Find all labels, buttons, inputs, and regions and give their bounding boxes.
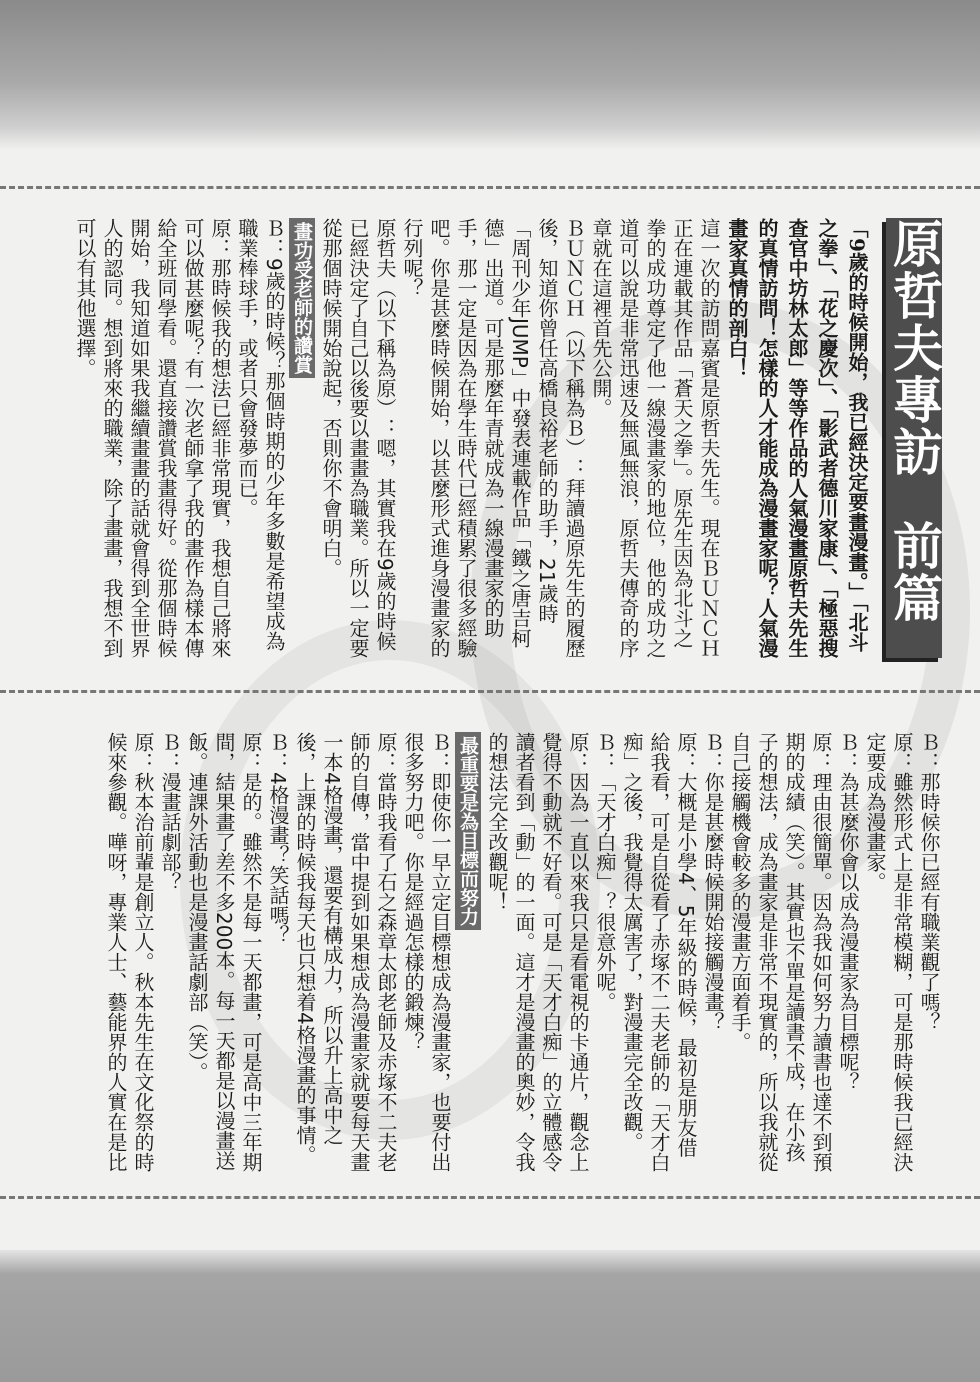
- paragraph: 原：雖然形式上是非常模糊，可是那時候我已經決定要成為漫畫家。: [863, 732, 914, 1172]
- paragraph: 這一次的訪問嘉賓是原哲夫先生。現在ＢＵＮＣＨ正在連載其作品「蒼天之拳」。原先生因為北斗之拳的成功尊定了他一線漫畫家的地位，他的成功之道可以說是非常迅速及無風無浪，原哲夫傳奇的序章就在這裡首先公開。: [589, 218, 721, 658]
- paragraph: 原：因為一直以來我只是看電視的卡通片，觀念上覺得不動就不好看。可是「天才白痴」的立體感令讀者看到「動」的一面。這才是漫畫的奧妙，令我的想法完全改觀呢！: [485, 732, 590, 1172]
- top-gray-band: [0, 0, 980, 150]
- paragraph: Ｂ：你是甚麼時候開始接觸漫畫？: [701, 732, 725, 1032]
- subheading: 最重要是為目標而努力: [455, 732, 481, 930]
- paragraph: ＢＵＮＣＨ（以下稱為Ｂ）：拜讀過原先生的履歷後，知道你曾任高橋良裕老師的助手，21歲時「周刊少年JUMP」中發表連載作品「鐵之唐吉柯德」出道。可是那麼年青就成為一線漫畫家的助手，那一定是因為在學生時代已經積累了很多經驗吧。你是甚麼時候開始，以甚麼形式進身漫畫家的行列呢？: [400, 218, 586, 658]
- title-part: 前篇: [885, 520, 944, 624]
- lead-text: 「9歲的時候開始，我已經決定要畫漫畫。」「北斗之拳」、「花之慶次」、「影武者德川家康」、「極惡搜查官中坊林太郎」等等作品的人氣漫畫原哲夫先生的真情訪問！怎樣的人才能成為漫畫家呢？人氣漫畫家真情的剖白！: [725, 218, 869, 658]
- divider-bottom: [0, 1196, 980, 1199]
- title-main: 原哲夫專訪: [885, 218, 944, 478]
- paragraph: 原：那時候我的想法已經非常現實，我想自己將來可以做甚麼呢？有一次老師拿了我的畫作為樣本傳給全班同學看。還直接讚賞我畫得好。從那個時候開始，我知道如果我繼續畫畫的話就會得到全世界人的認同。想到將來的職業，除了畫畫，我想不到可以有其他選擇。: [73, 218, 232, 658]
- paragraph: Ｂ：4格漫畫？笑話嗎？: [266, 732, 290, 945]
- interview-part-2: [7, 732, 942, 1176]
- paragraph: Ｂ：漫畫話劇部？: [158, 732, 182, 892]
- bottom-gray-band: [0, 1250, 980, 1382]
- interview-part-1: [22, 218, 942, 662]
- paragraph: 原哲夫（以下稱為原）：嗯，其實我在9歲的時候已經決定了自己以後要以畫畫為職業。所以一定要從那個時候開始說起，否則你不會明白。: [319, 218, 397, 658]
- paragraph: 原：理由很簡單。因為我如何努力讀書也達不到預期的成績（笑）。其實也不單是讀書不成，在小孩子的想法，成為畫家是非常不現實的，所以我就從自己接觸機會較多的漫畫方面着手。: [728, 732, 833, 1172]
- paragraph: Ｂ：9歲的時候？那個時期的少年多數是希望成為職業棒球手，或者只會發夢而已。: [235, 218, 286, 651]
- divider-top: [0, 186, 980, 189]
- paragraph: 原：是的。雖然不是每一天都畫，可是高中三年期間，結果畫了差不多200本。每一天都是以漫畫送飯。連課外活動也是漫畫話劇部（笑）。: [185, 732, 263, 1172]
- paragraph: Ｂ：為甚麼你會以成為漫畫家為目標呢？: [836, 732, 860, 1092]
- paragraph: Ｂ：即使你一早立定目標想成為漫畫家，也要付出很多努力吧。你是經過怎樣的鍛煉？: [401, 732, 452, 1172]
- paragraph: 原：當時我看了石之森章太郎老師及赤塚不二夫老師的自傳，當中提到如果想成為漫畫家就要每天畫一本4格漫畫，還要有構成力，所以升上高中之後，上課的時候我每天也只想着4格漫畫的事情。: [293, 732, 398, 1172]
- subheading: 畫功受老師的讚賞: [289, 218, 315, 378]
- divider-middle: [0, 690, 980, 693]
- paragraph: 原：大概是小學4、5年級的時候，最初是朋友借給我看，可是自從看了赤塚不二夫老師的「天才白痴」之後，我覺得太厲害了，對漫畫完全改觀。: [620, 732, 698, 1172]
- paragraph: Ｂ：那時候你已經有職業觀了嗎？: [917, 732, 941, 1032]
- paragraph: 原：秋本治前輩是創立人。秋本先生在文化祭的時候來參觀。嘩呀，專業人士、藝能界的人實在是比: [104, 732, 155, 1172]
- article-title: [886, 218, 942, 658]
- paragraph: Ｂ：「天才白痴」？很意外呢。: [593, 732, 617, 1012]
